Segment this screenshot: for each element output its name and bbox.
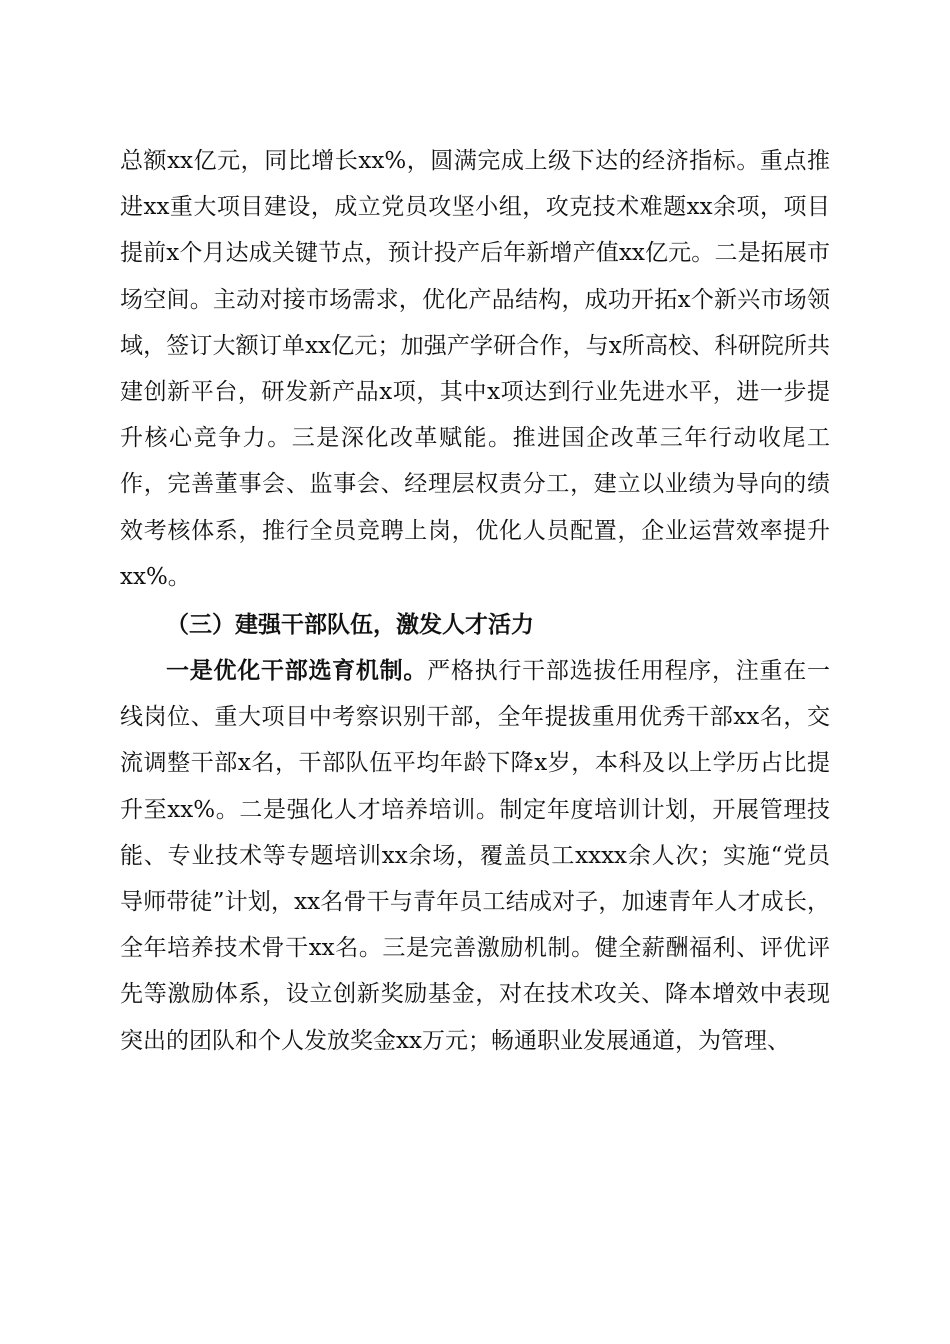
paragraph-section-3	[120, 648, 830, 1064]
section-heading: （三）建强干部队伍，激发人才活力	[166, 611, 534, 638]
paragraph-2-lead: 一是优化干部选育机制。	[166, 657, 428, 684]
paragraph-continued	[120, 138, 830, 600]
paragraph-2	[120, 648, 830, 1064]
paragraph-1-text: 总额xx亿元，同比增长xx%，圆满完成上级下达的经济指标。重点推进xx重大项目建设，成立党员攻坚小组，攻克技术难题xx余项，项目提前x个月达成关键节点，预计投产后年新增产值xx亿元。二是拓展市场空间。主动对接市场需求，优化产品结构，成功开拓x个新兴市场领域，签订大额订单xx亿元；加强产学研合作，与x所高校、科研院所共建创新平台，研发新产品x项，其中x项达到行业先进水平，进一步提升核心竞争力。三是深化改革赋能。推进国企改革三年行动收尾工作，完善董事会、监事会、经理层权责分工，建立以业绩为导向的绩效考核体系，推行全员竞聘上岗，优化人员配置，企业运营效率提升xx%。	[120, 148, 830, 590]
paragraph-2-body: 严格执行干部选拔任用程序，注重在一线岗位、重大项目中考察识别干部，全年提拔重用优秀干部xx名，交流调整干部x名，干部队伍平均年龄下降x岁，本科及以上学历占比提升至xx%。二是强化人才培养培训。制定年度培训计划，开展管理技能、专业技术等专题培训xx余场，覆盖员工xxxx余人次；实施“党员导师带徒”计划，xx名骨干与青年员工结成对子，加速青年人才成长，全年培养技术骨干xx名。三是完善激励机制。健全薪酬福利、评优评先等激励体系，设立创新奖励基金，对在技术攻关、降本增效中表现突出的团队和个人发放奖金xx万元；畅通职业发展通道，为管理、	[120, 658, 831, 1054]
